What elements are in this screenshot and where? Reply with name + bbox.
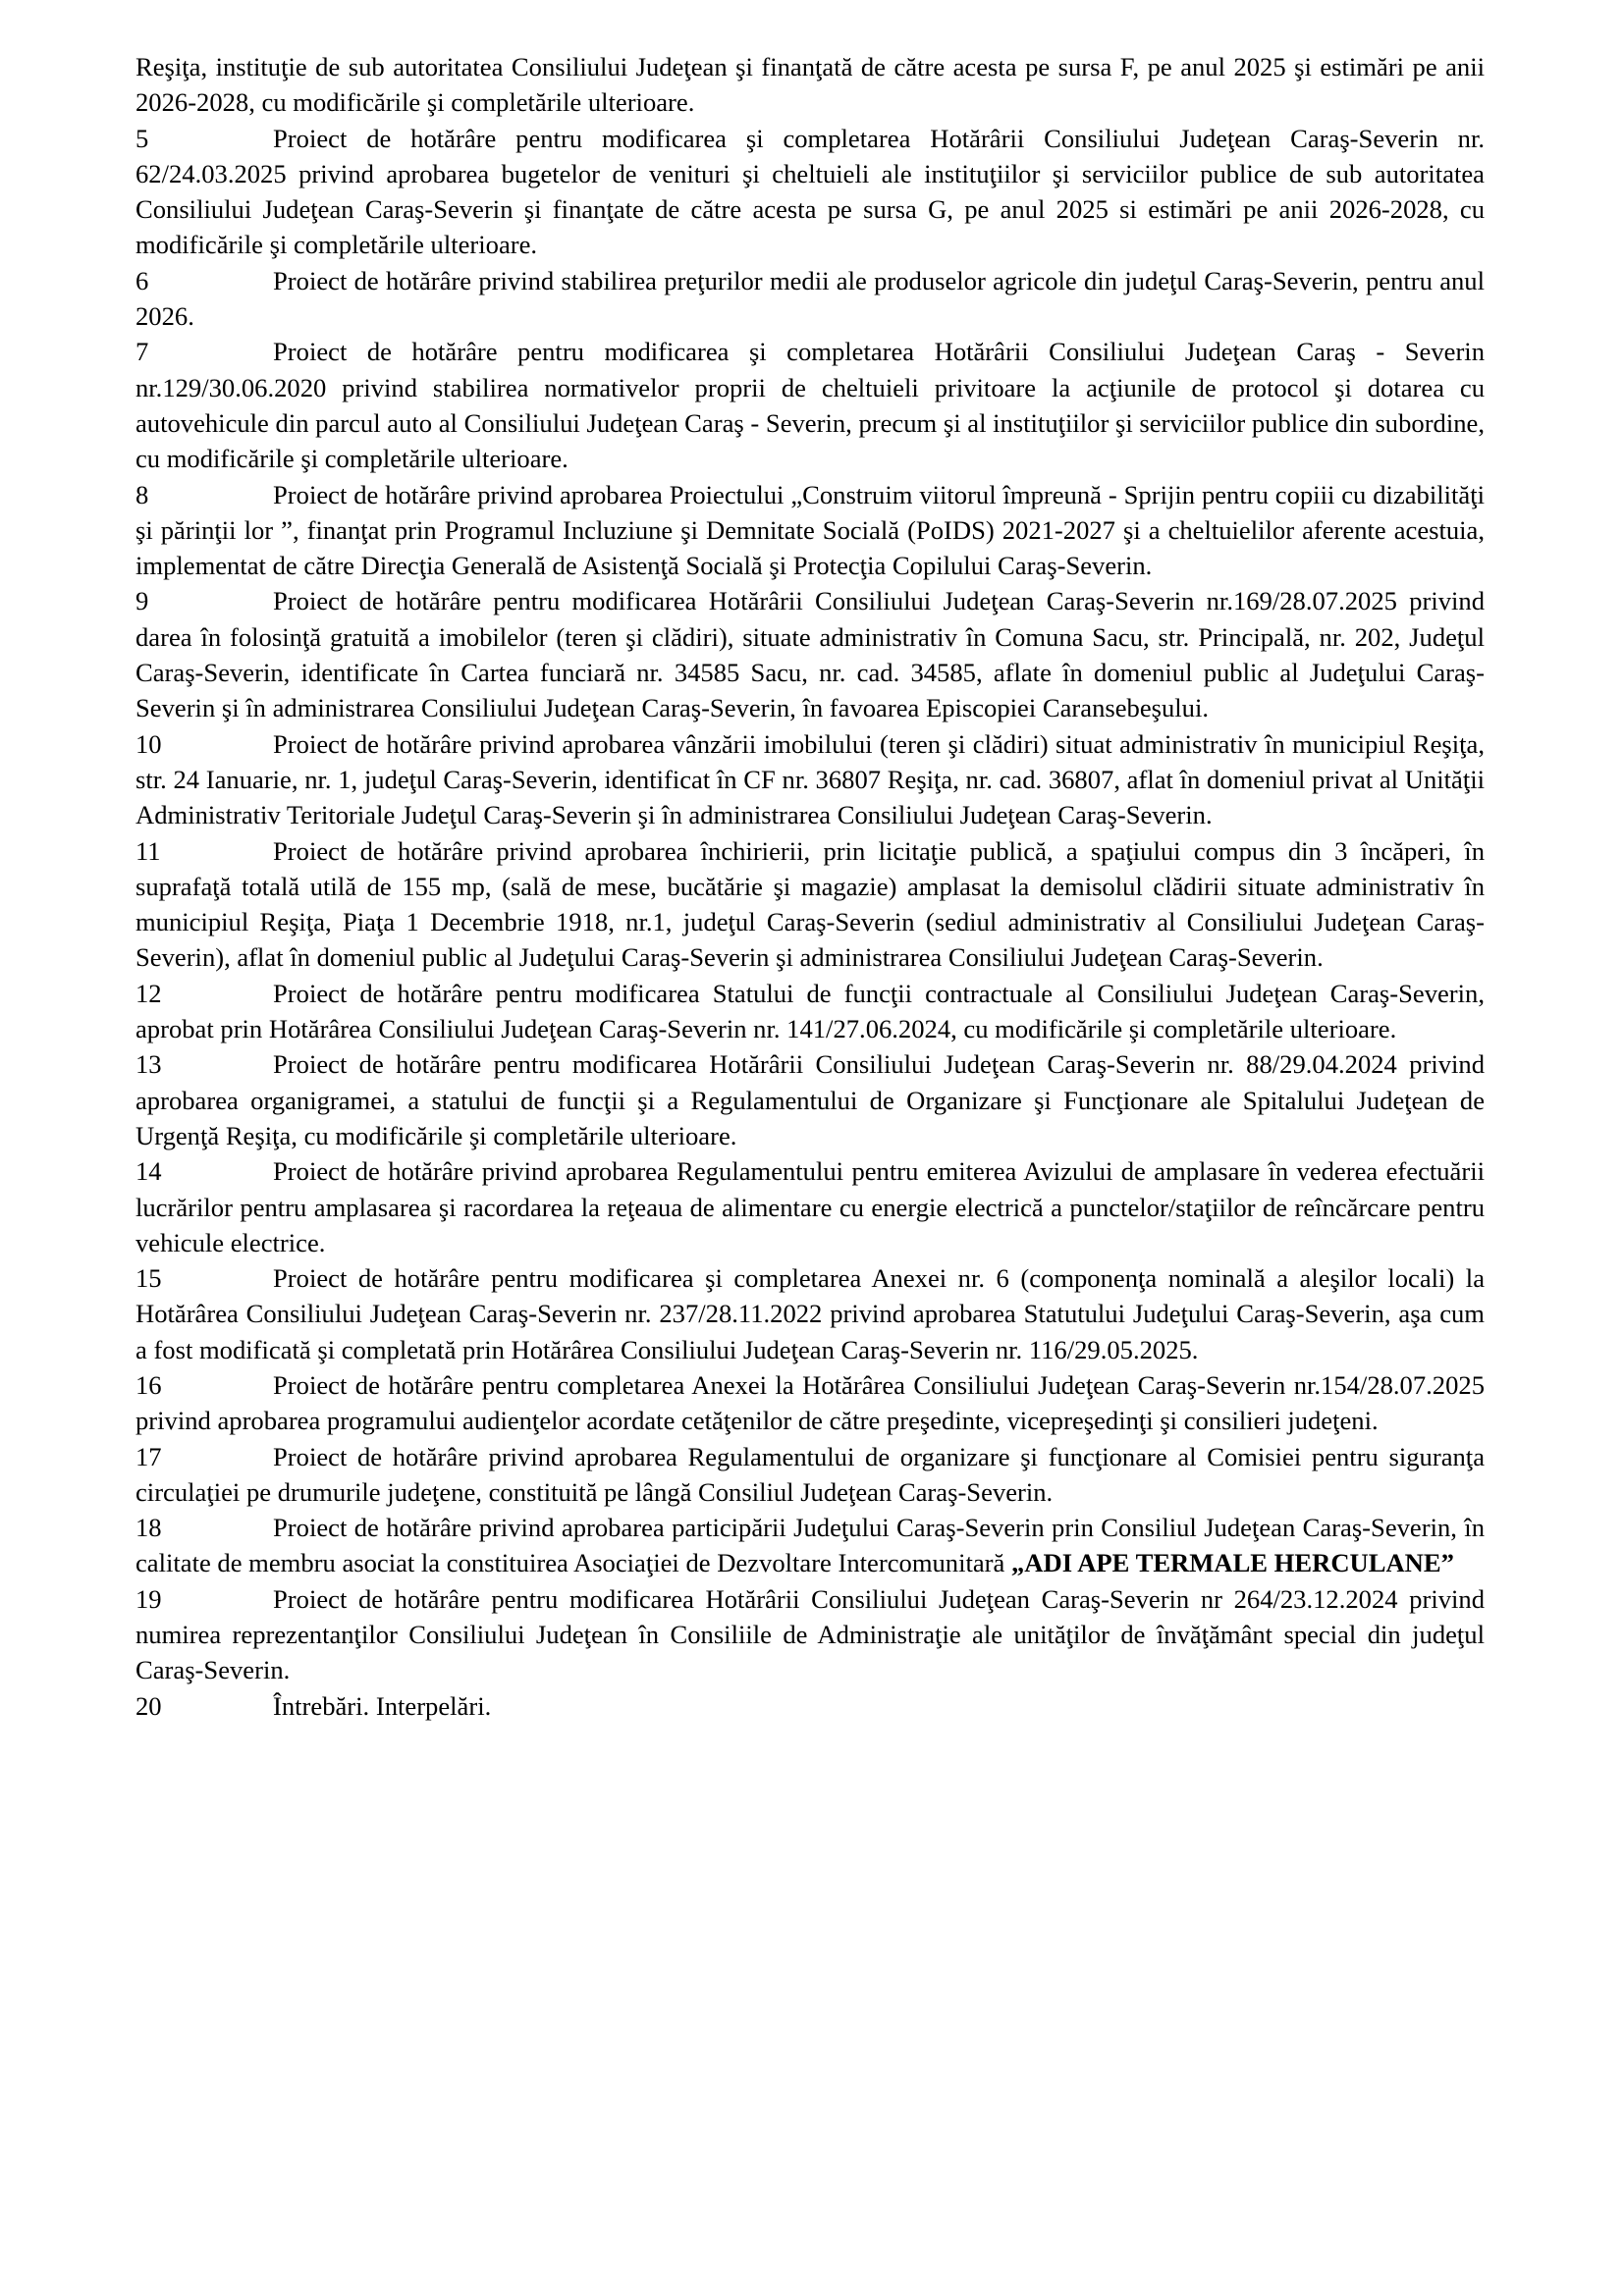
item-number: 18 bbox=[135, 1513, 162, 1543]
agenda-item-15 bbox=[135, 1260, 1485, 1367]
item-text: Proiect de hotărâre pentru modificarea şi completarea Anexei nr. 6 (componenţa nominală a aleşilor locali) la Hotărârea Consiliului Judeţean Caraş-Severin nr. 237/28.11.2022 privind aprobarea Statutului Judeţului Caraş-Severin, aşa cum a fost modificată şi completată prin Hotărârea Consiliului Judeţean Caraş-Severin nr. 116/29.05.2025. bbox=[135, 1263, 1485, 1364]
item-number: 16 bbox=[135, 1369, 162, 1400]
agenda-item-17 bbox=[135, 1439, 1485, 1511]
item-text: Proiect de hotărâre privind aprobarea Regulamentului de organizare şi funcţionare al Comisiei pentru siguranţa circulaţiei pe drumurile judeţene, constituită pe lângă Consiliul Judeţean Caraş-Severin. bbox=[135, 1441, 1485, 1507]
agenda-item-12 bbox=[135, 976, 1485, 1047]
agenda-item-10 bbox=[135, 726, 1485, 833]
agenda-item-18 bbox=[135, 1510, 1485, 1581]
item-number: 12 bbox=[135, 978, 162, 1008]
agenda-item-7 bbox=[135, 334, 1485, 476]
item-text: Proiect de hotărâre privind aprobarea participării Judeţului Caraş-Severin prin Consiliul Judeţean Caraş-Severin, în calitate de membru asociat la constituirea Asociaţiei de Dezvoltare Intercomunitară bbox=[135, 1513, 1485, 1578]
item-number: 19 bbox=[135, 1583, 162, 1614]
item-text: Proiect de hotărâre pentru modificarea şi completarea Hotărârii Consiliului Judeţean Caraş-Severin nr. 62/24.03.2025 privind aprobarea bugetelor de venituri şi cheltuieli ale instituţiilor şi serviciilor publice de sub autoritatea Consiliului Judeţean Caraş-Severin şi finanţate de către acesta pe sursa G, pe anul 2025 si estimări pe anii 2026-2028, cu modificările şi completările ulterioare. bbox=[135, 123, 1485, 260]
item-number: 8 bbox=[135, 479, 149, 509]
item-text: Proiect de hotărâre privind stabilirea preţurilor medii ale produselor agricole din judeţul Caraş-Severin, pentru anul 2026. bbox=[135, 265, 1485, 332]
item-number: 5 bbox=[135, 123, 149, 153]
item-number: 13 bbox=[135, 1049, 162, 1080]
item-text: Proiect de hotărâre pentru modificarea şi completarea Hotărârii Consiliului Judeţean Caraş - Severin nr.129/30.06.2020 privind stabilirea normativelor proprii de cheltuieli privitoare la acţiunile de protocol şi dotarea cu autovehicule din parcul auto al Consiliului Judeţean Caraş - Severin, precum şi al instituţiilor şi serviciilor publice din subordine, cu modificările şi completările ulterioare. bbox=[135, 337, 1485, 474]
agenda-item-5 bbox=[135, 121, 1485, 263]
item-number: 15 bbox=[135, 1263, 162, 1294]
item-number: 14 bbox=[135, 1156, 162, 1187]
item-number: 20 bbox=[135, 1690, 162, 1721]
agenda-item-14 bbox=[135, 1153, 1485, 1260]
agenda-item-19 bbox=[135, 1581, 1485, 1688]
item-number: 11 bbox=[135, 835, 161, 866]
agenda-item-20 bbox=[135, 1688, 1485, 1724]
item-text: Proiect de hotărâre pentru modificarea Statului de funcţii contractuale al Consiliului Judeţean Caraş-Severin, aprobat prin Hotărârea Consiliului Judeţean Caraş-Severin nr. 141/27.06.2024, cu modificările şi completările ulterioare. bbox=[135, 978, 1485, 1044]
item-text: Proiect de hotărâre pentru modificarea Hotărârii Consiliului Judeţean Caraş-Severin nr.169/28.07.2025 privind darea în folosinţă gratuită a imobilelor (teren şi clădiri), situate administrativ în Comuna Sacu, str. Principală, nr. 202, Judeţul Caraş-Severin, identificate în Cartea funciară nr. 34585 Sacu, nr. cad. 34585, aflate în domeniul public al Judeţului Caraş-Severin şi în administrarea Consiliului Judeţean Caraş-Severin, în favoarea Episcopiei Caransebeşului. bbox=[135, 586, 1485, 723]
item-number: 7 bbox=[135, 337, 149, 367]
agenda-item-9 bbox=[135, 583, 1485, 725]
item-number: 9 bbox=[135, 586, 149, 616]
item-text-container bbox=[135, 1510, 1485, 1581]
item-text: Proiect de hotărâre pentru modificarea Hotărârii Consiliului Judeţean Caraş-Severin nr 264/23.12.2024 privind numirea reprezentanţilor Consiliului Judeţean în Consiliile de Administraţie ale unităţilor de învăţământ special din judeţul Caraş-Severin. bbox=[135, 1583, 1485, 1685]
item-text: Întrebări. Interpelări. bbox=[273, 1690, 492, 1721]
continuation-paragraph: Reşiţa, instituţie de sub autoritatea Consiliului Judeţean şi finanţată de către acesta pe sursa F, pe anul 2025 şi estimări pe anii 2026-2028, cu modificările şi completările ulterioare. bbox=[135, 52, 1485, 118]
item-text: Proiect de hotărâre privind aprobarea Regulamentului pentru emiterea Avizului de amplasare în vederea efectuării lucrărilor pentru amplasarea şi racordarea la reţeaua de alimentare cu energie electrică a punctelor/staţiilor de reîncărcare pentru vehicule electrice. bbox=[135, 1156, 1485, 1257]
agenda-item-13 bbox=[135, 1046, 1485, 1153]
agenda-item-6 bbox=[135, 263, 1485, 335]
association-name: „ADI APE TERMALE HERCULANE” bbox=[1010, 1548, 1454, 1578]
item-number: 17 bbox=[135, 1441, 162, 1471]
item-text: Proiect de hotărâre pentru modificarea Hotărârii Consiliului Judeţean Caraş-Severin nr. 88/29.04.2024 privind aprobarea organigramei, a statului de funcţii şi a Regulamentului de Organizare şi Funcţionare ale Spitalului Judeţean de Urgenţă Reşiţa, cu modificările şi completările ulterioare. bbox=[135, 1049, 1485, 1150]
agenda-item-11 bbox=[135, 833, 1485, 976]
document-page bbox=[135, 49, 1485, 1724]
item-number: 6 bbox=[135, 265, 149, 295]
agenda-item-8 bbox=[135, 477, 1485, 584]
agenda-item-16 bbox=[135, 1367, 1485, 1439]
item-text: Proiect de hotărâre privind aprobarea închirierii, prin licitaţie publică, a spaţiului compus din 3 încăperi, în suprafaţă totală utilă de 155 mp, (sală de mese, bucătărie şi magazie) amplasat la demisolul clădirii situate administrativ în municipiul Reşiţa, Piaţa 1 Decembrie 1918, nr.1, judeţul Caraş-Severin (sediul administrativ al Consiliului Judeţean Caraş-Severin), aflat în domeniul public al Judeţului Caraş-Severin şi administrarea Consiliului Judeţean Caraş-Severin. bbox=[135, 835, 1485, 973]
item-number: 10 bbox=[135, 728, 162, 759]
item-text: Proiect de hotărâre privind aprobarea Proiectului „Construim viitorul împreună - Sprijin pentru copiii cu dizabilităţi şi părinţii lor ”, finanţat prin Programul Incluziune şi Demnitate Socială (PoIDS) 2021-2027 şi a cheltuielilor aferente acestuia, implementat de către Direcţia Generală de Asistenţă Socială şi Protecţia Copilului Caraş-Severin. bbox=[135, 479, 1485, 581]
item-text: Proiect de hotărâre privind aprobarea vânzării imobilului (teren şi clădiri) situat administrativ în municipiul Reşiţa, str. 24 Ianuarie, nr. 1, judeţul Caraş-Severin, identificat în CF nr. 36807 Reşiţa, nr. cad. 36807, aflat în domeniul privat al Unităţii Administrativ Teritoriale Judeţul Caraş-Severin şi în administrarea Consiliului Judeţean Caraş-Severin. bbox=[135, 728, 1485, 830]
item-text: Proiect de hotărâre pentru completarea Anexei la Hotărârea Consiliului Judeţean Caraş-Severin nr.154/28.07.2025 privind aprobarea programului audienţelor acordate cetăţenilor de către preşedinte, vicepreşedinţi şi consilieri judeţeni. bbox=[135, 1369, 1485, 1436]
